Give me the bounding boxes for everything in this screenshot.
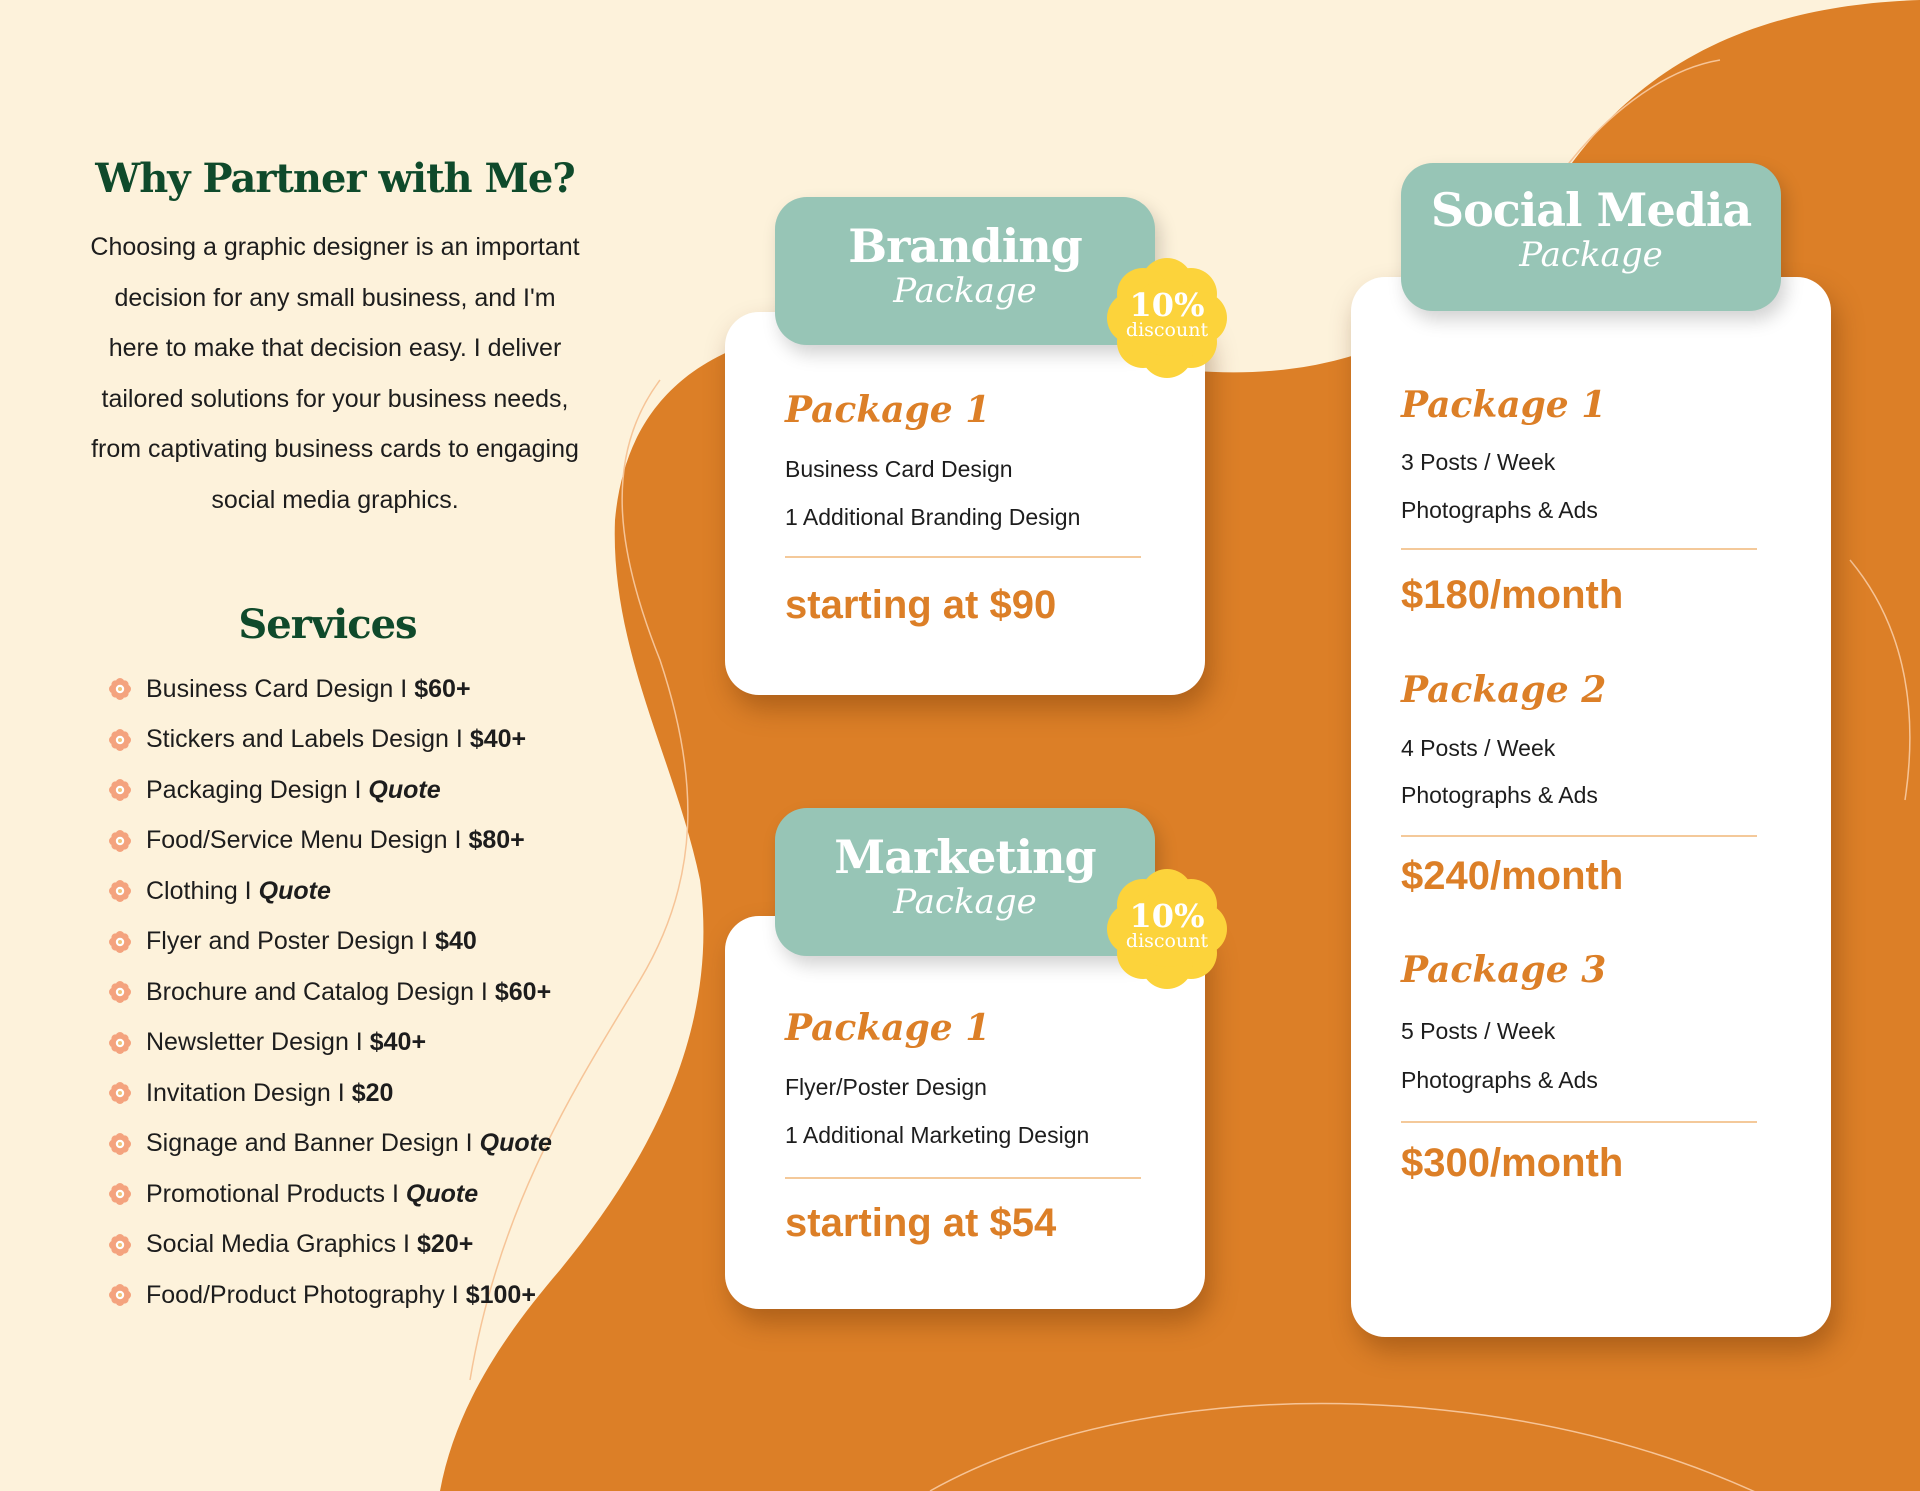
service-item [108,967,552,1018]
divider [1401,548,1757,550]
service-price: $20 [351,1078,394,1107]
service-price: $80+ [468,826,525,855]
service-item [108,1018,552,1069]
social-media-subtitle: Package [1519,235,1663,275]
social-package-item: Photographs & Ads [1401,497,1598,523]
service-item [108,1119,552,1170]
intro-line: Choosing a graphic designer is an important [90,233,580,261]
branding-package-item: Business Card Design [785,456,1013,482]
flower-bullet-icon [108,1132,132,1156]
social-package-item: 3 Posts / Week [1401,449,1556,475]
discount-badge [1103,254,1231,382]
service-name: Social Media Graphics I [146,1230,411,1259]
flower-bullet-icon [108,1182,132,1206]
service-name: Brochure and Catalog Design I [146,977,488,1006]
service-price: Quote [405,1179,479,1208]
service-name: Invitation Design I [146,1078,345,1107]
services-title: Services [238,601,417,648]
flower-bullet-icon [108,879,132,903]
service-price: $60+ [414,674,471,703]
service-item [108,1169,552,1220]
service-price: $20+ [417,1230,474,1259]
social-package-label: Package 2 [1401,669,1607,711]
badge-word: discount [1125,319,1209,341]
social-package-item: Photographs & Ads [1401,782,1598,808]
social-package-label: Package 3 [1401,949,1607,991]
flower-bullet-icon [108,829,132,853]
social-price: $240/month [1401,854,1624,898]
service-name: Food/Service Menu Design I [146,826,462,855]
social-package-item: 4 Posts / Week [1401,735,1556,761]
flower-bullet-icon [108,1233,132,1257]
service-name: Stickers and Labels Design I [146,725,463,754]
branding-header [775,197,1155,345]
divider [1401,1121,1757,1123]
service-item [108,917,552,968]
why-partner-title: Why Partner with Me? [95,155,575,202]
service-name: Signage and Banner Design I [146,1129,473,1158]
branding-title: Branding [848,219,1082,273]
marketing-title: Marketing [834,830,1096,884]
marketing-header [775,808,1155,956]
service-item [108,1068,552,1119]
social-media-title: Social Media [1430,183,1752,237]
branding-package-label: Package 1 [785,389,991,431]
intro-paragraph [70,222,600,525]
service-name: Packaging Design I [146,775,362,804]
marketing-price: starting at $54 [785,1201,1057,1245]
service-price: $100+ [465,1280,536,1309]
service-item [108,1270,552,1321]
flower-bullet-icon [108,728,132,752]
marketing-package-item: Flyer/Poster Design [785,1074,987,1100]
services-list [108,664,552,1321]
service-name: Flyer and Poster Design I [146,927,429,956]
discount-badge [1103,865,1231,993]
flower-bullet-icon [108,980,132,1004]
marketing-subtitle: Package [893,882,1037,922]
service-price: Quote [479,1129,552,1158]
intro-line: from captivating business cards to engaging [91,435,579,463]
social-media-header [1401,163,1781,311]
service-price: $60+ [494,977,552,1006]
service-name: Clothing I [146,876,252,905]
intro-line: tailored solutions for your business needs, [101,384,569,413]
badge-word: discount [1125,930,1209,952]
divider [1401,835,1757,837]
service-item [108,664,552,715]
social-package-item: 5 Posts / Week [1401,1018,1556,1044]
flower-bullet-icon [108,1031,132,1055]
badge-percent: 10% [1129,897,1205,935]
service-item [108,816,552,867]
intro-line: here to make that decision easy. I deliver [108,334,562,362]
service-name: Newsletter Design I [146,1028,363,1057]
flower-bullet-icon [108,677,132,701]
service-price: $40+ [369,1028,427,1057]
service-price: $40+ [469,725,527,754]
divider [785,556,1141,558]
service-name: Business Card Design I [146,674,408,703]
flower-bullet-icon [108,778,132,802]
badge-percent: 10% [1129,286,1205,324]
social-price: $300/month [1401,1141,1624,1185]
marketing-package-item: 1 Additional Marketing Design [785,1122,1090,1148]
service-item [108,715,552,766]
branding-package-item: 1 Additional Branding Design [785,504,1081,530]
branding-subtitle: Package [893,271,1037,311]
branding-price: starting at $90 [785,583,1057,627]
flower-bullet-icon [108,1283,132,1307]
service-price: $40 [435,927,477,956]
social-package-label: Package 1 [1401,384,1607,426]
social-package-item: Photographs & Ads [1401,1067,1598,1093]
service-name: Food/Product Photography I [146,1280,459,1309]
intro-line: decision for any small business, and I'm [114,283,556,312]
intro-line: social media graphics. [211,485,459,514]
divider [785,1177,1141,1179]
marketing-package-label: Package 1 [785,1007,991,1049]
service-item [108,1220,552,1271]
flower-bullet-icon [108,930,132,954]
social-price: $180/month [1401,573,1624,617]
service-name: Promotional Products I [146,1179,399,1208]
service-item [108,866,552,917]
social-media-card [1351,277,1831,1337]
service-price: Quote [258,876,331,905]
service-item [108,765,552,816]
flower-bullet-icon [108,1081,132,1105]
service-price: Quote [368,775,441,804]
